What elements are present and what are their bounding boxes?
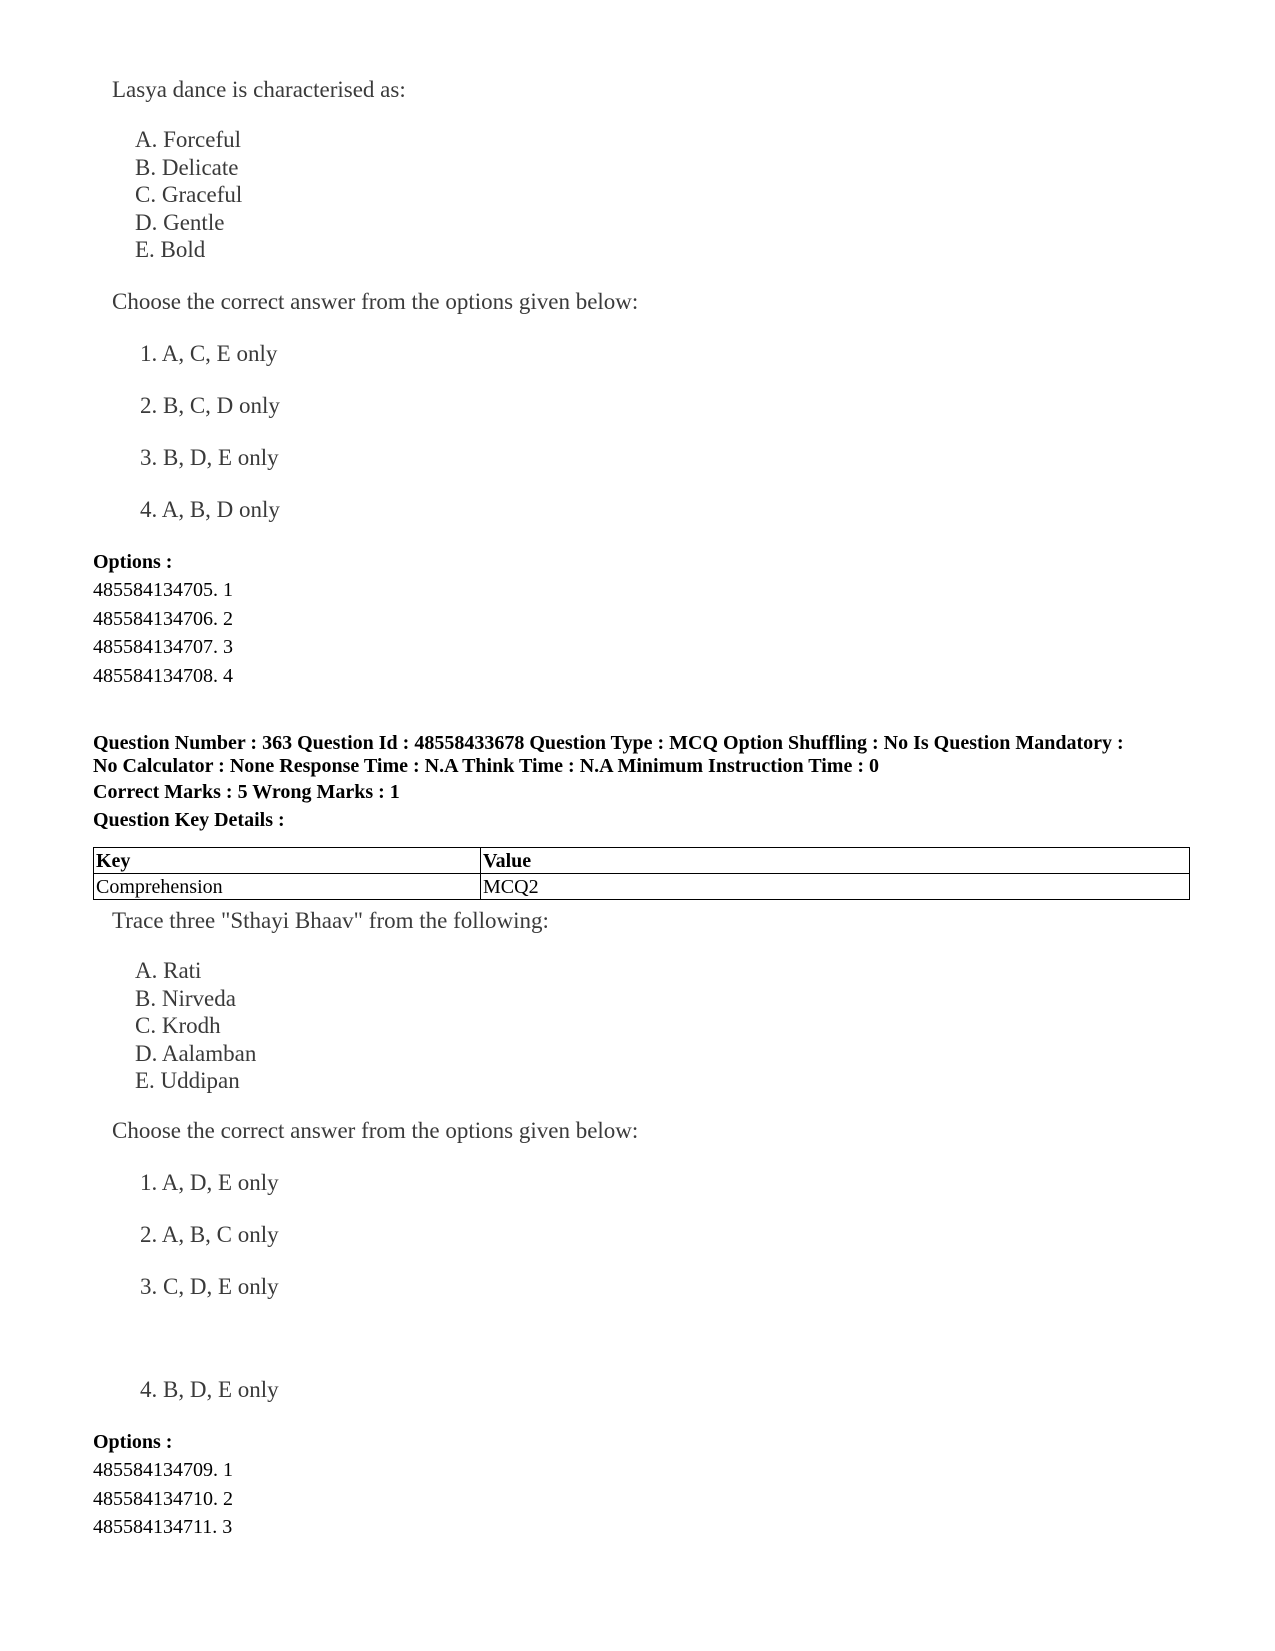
question-meta-line: Question Number : 363 Question Id : 48558433678 Question Type : MCQ Option Shuffling : No Is Question Mandatory : — [93, 732, 1124, 754]
answer-choice: 3. C, D, E only — [140, 1274, 279, 1299]
question-meta-line: No Calculator : None Response Time : N.A Think Time : N.A Minimum Instruction Time : 0 — [93, 755, 879, 777]
key-details-label: Question Key Details : — [93, 809, 285, 831]
statement-item: B. Nirveda — [135, 985, 236, 1011]
question-stem: Lasya dance is characterised as: — [112, 77, 406, 102]
statement-item: A. Forceful — [135, 127, 242, 152]
statement-list — [135, 957, 256, 1095]
question-meta — [93, 732, 1124, 778]
statement-item: D. Aalamban — [135, 1040, 257, 1066]
table-cell: MCQ2 — [481, 874, 1190, 900]
table-header-cell: Value — [481, 848, 1190, 874]
option-id-list — [93, 1456, 233, 1542]
statement-item: C. Krodh — [135, 1013, 221, 1038]
key-details-table — [93, 847, 1190, 900]
instruction-text: Choose the correct answer from the options given below: — [112, 289, 639, 314]
answer-choice: 2. B, C, D only — [140, 393, 280, 418]
options-label: Options : — [93, 551, 173, 573]
option-id: 485584134707. 3 — [93, 636, 233, 658]
instruction-text: Choose the correct answer from the options given below: — [112, 1118, 639, 1143]
table-row — [94, 874, 1190, 900]
answer-choice: 1. A, C, E only — [140, 341, 278, 366]
statement-item: A. Rati — [135, 958, 202, 983]
answer-choice: 4. B, D, E only — [140, 1377, 279, 1402]
answer-choice: 3. B, D, E only — [140, 445, 279, 470]
question-stem: Trace three "Sthayi Bhaav" from the following: — [112, 908, 549, 933]
statement-item: E. Uddipan — [135, 1068, 240, 1093]
option-id: 485584134710. 2 — [93, 1487, 233, 1510]
option-id: 485584134709. 1 — [93, 1459, 233, 1481]
table-header-row — [94, 848, 1190, 874]
option-id: 485584134711. 3 — [93, 1516, 233, 1538]
statement-item: B. Delicate — [135, 154, 239, 180]
marks-line: Correct Marks : 5 Wrong Marks : 1 — [93, 781, 400, 803]
options-label: Options : — [93, 1431, 173, 1453]
option-id-list — [93, 576, 233, 690]
answer-choice: 1. A, D, E only — [140, 1170, 279, 1195]
table-cell: Comprehension — [94, 874, 481, 900]
option-id: 485584134705. 1 — [93, 579, 233, 601]
statement-item: E. Bold — [135, 237, 206, 262]
answer-choice: 2. A, B, C only — [140, 1222, 279, 1247]
option-id: 485584134708. 4 — [93, 664, 233, 687]
answer-choice: 4. A, B, D only — [140, 497, 280, 522]
option-id: 485584134706. 2 — [93, 607, 233, 630]
statement-list — [135, 126, 242, 264]
table-header-cell: Key — [94, 848, 481, 874]
statement-item: C. Graceful — [135, 182, 243, 207]
statement-item: D. Gentle — [135, 209, 225, 235]
